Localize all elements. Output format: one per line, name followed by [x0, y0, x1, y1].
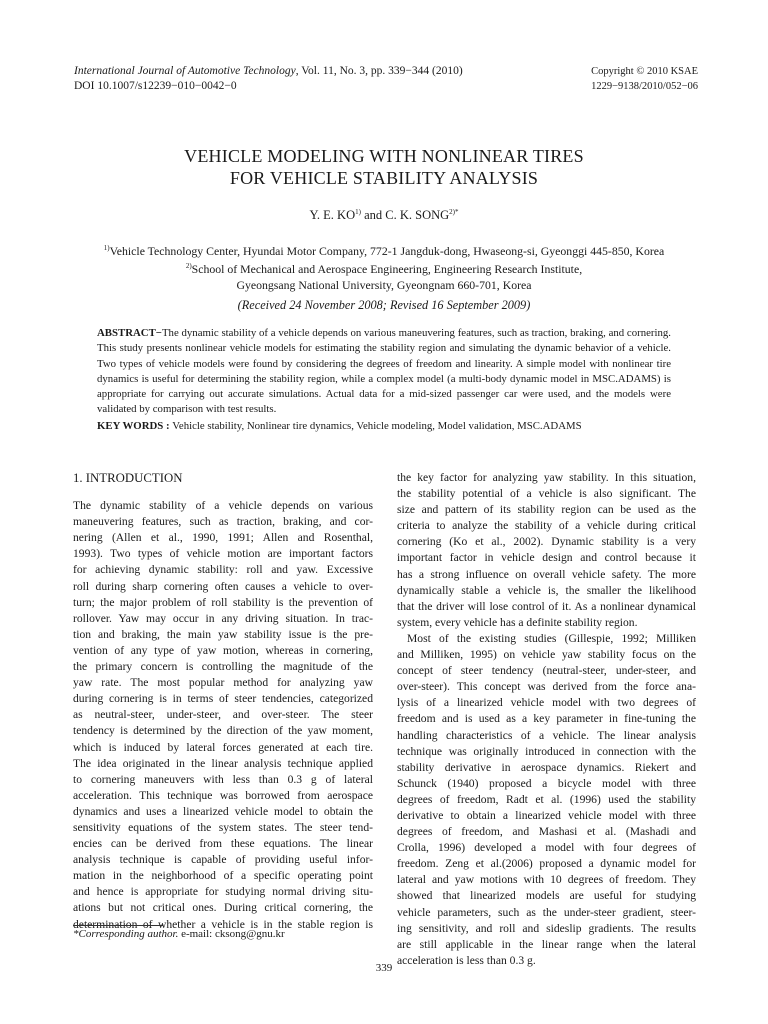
text-line: showed that linearized models are useful for studying: [397, 889, 696, 903]
text-line: the stability potential of a vehicle is also significant. The: [397, 487, 696, 501]
author-2-marker: 2)*: [449, 208, 459, 216]
right-column: [397, 470, 696, 969]
issn: 1229−9138/2010/052−06: [591, 81, 698, 92]
journal-name: International Journal of Automotive Technology: [74, 65, 296, 77]
text-line: dynamically stable a vehicle is, the smaller the likelihood: [397, 583, 696, 597]
text-line: maneuvering features, such as traction, braking, and cor-: [73, 515, 373, 529]
text-line: Crolla, 1996) developed a model with four degrees of: [397, 841, 696, 855]
text-line: during cornering is in terms of steer tendencies, categorized: [73, 692, 373, 706]
text-line: freedom and is used as a key parameter in fine-tuning the: [397, 712, 696, 726]
text-line: Most of the existing studies (Gillespie, 1992; Milliken: [407, 631, 696, 645]
text-line: technique was originally introduced in connection with the: [397, 744, 696, 758]
keywords-label: KEY WORDS :: [97, 420, 173, 432]
text-line: degrees of freedom, and Mashasi et al. (Mashadi and: [397, 825, 696, 839]
paper-title: [60, 145, 708, 189]
text-line: freedom. Zeng et al.(2006) proposed a dynamic model for: [397, 857, 696, 871]
affil-1: Vehicle Technology Center, Hyundai Motor Company, 772-1 Jangduk-dong, Hwaseong-si, Gyeonggi 445-850, Korea: [109, 243, 665, 258]
text-line: sensitivity equations of the system states. The steer tend-: [73, 820, 373, 834]
copyright: Copyright © 2010 KSAE: [591, 66, 698, 77]
text-line: criteria to analyze the stability of a vehicle during critical: [397, 519, 696, 533]
title-line-2: FOR VEHICLE STABILITY ANALYSIS: [229, 168, 539, 188]
text-line: acceleration. This technique was borrowed from aerospace: [73, 788, 373, 802]
page-number: 339: [375, 962, 393, 974]
abstract: [97, 326, 671, 418]
text-line: over-steer). This concept was derived from the force ana-: [397, 680, 696, 694]
text-line: are still applicable in the linear range when the lateral: [397, 937, 696, 951]
affil-1-marker: 1): [103, 244, 110, 252]
text-line: lateral and yaw motions with 10 degrees of freedom. They: [397, 873, 696, 887]
text-line: to cornering maneuvers with less than 0.3 g of lateral: [73, 772, 373, 786]
text-line: as neutral-steer, under-steer, and over-steer. The steer: [73, 708, 373, 722]
text-line: cornering (Ko et al., 2002). Dynamic stability is a very: [397, 535, 696, 549]
text-line: ations but not critical ones. During critical cornering, the: [73, 901, 373, 915]
doi: DOI 10.1007/s12239−010−0042−0: [74, 80, 237, 92]
abstract-text: The dynamic stability of a vehicle depends on various maneuvering features, such as traction, braking, and cornering. This study presents nonlinear vehicle models for estimating the stability region and simulating the dynamic behavior of a vehicle. Two types of vehicle models were found by considering the degrees of freedom and linearity. A simple model with nonlinear tire dynamics is useful for determining the stability region, while a complex model (a multi-body dynamic model in MSC.ADAMS) is appropriate for carrying out accurate simulations. Actual data for a mid-sized passenger car were used, and the models were validated by comparison with test results.: [97, 327, 671, 416]
text-line: dynamics and uses a linearized vehicle model to obtain the: [73, 804, 373, 818]
footnote-rule: [73, 925, 163, 926]
text-line: that the driver will lose control of it. As a nonlinear dynamical: [397, 599, 696, 613]
abstract-label: ABSTRACT−: [97, 327, 162, 339]
text-line: ing sensitivity, and roll and sideslip gradients. The results: [397, 921, 696, 935]
text-line: encies can be derived from these equations. The linear: [73, 837, 373, 851]
affiliations: [60, 241, 708, 293]
text-line: stability derivative in aerospace dynamics. Riekert and: [397, 760, 696, 774]
author-1: Y. E. KO: [309, 208, 356, 223]
affil-2-line-1: School of Mechanical and Aerospace Engineering, Engineering Research Institute,: [191, 262, 583, 277]
text-line: which is induced by lateral forces generated at each tire.: [73, 740, 373, 754]
author-2: C. K. SONG: [385, 208, 450, 223]
text-line: analysis technique is capable of providing useful infor-: [73, 853, 373, 867]
text-line: the key factor for analyzing yaw stability. In this situation,: [397, 471, 696, 484]
text-line: tion and braking, the main yaw stability issue is the pre-: [73, 627, 373, 641]
text-line: and hence is appropriate for studying normal driving situ-: [73, 885, 373, 899]
text-line: nering (Allen et al., 1990, 1991; Allen and Rosenthal,: [73, 531, 373, 545]
footnote-email: e-mail: cksong@gnu.kr: [181, 928, 285, 940]
text-line: system, every vehicle has a definite stability region.: [397, 615, 638, 629]
text-line: roll during sharp cornering often causes a vehicle to over-: [73, 579, 373, 593]
text-line: tendency is determined by the direction of the yaw moment,: [73, 724, 373, 738]
keywords-text: Vehicle stability, Nonlinear tire dynamics, Vehicle modeling, Model validation, MSC.ADAMS: [172, 420, 582, 432]
affil-2-line-2: Gyeongsang National University, Gyeongnam 660-701, Korea: [236, 277, 532, 292]
title-line-1: VEHICLE MODELING WITH NONLINEAR TIRES: [184, 146, 584, 166]
text-line: has a strong influence on overall vehicle safety. The more: [397, 567, 696, 581]
journal-citation: [74, 64, 463, 94]
footnote-label: *Corresponding author.: [73, 928, 182, 940]
text-line: important factor in vehicle design and control because it: [397, 551, 696, 565]
text-line: determination of whether a vehicle is in the stable region is: [73, 917, 373, 931]
text-line: The dynamic stability of a vehicle depends on various: [73, 499, 373, 513]
copyright-block: [591, 64, 698, 94]
text-line: concept of steer tendency (neutral-steer, under-steer, and: [397, 664, 696, 678]
keywords: [97, 420, 677, 432]
section-heading: 1. INTRODUCTION: [73, 471, 183, 485]
text-line: mation in the neighborhood of a specific operating point: [73, 869, 373, 883]
left-column: [73, 470, 373, 933]
text-line: handling characteristics of a vehicle. The linear analysis: [397, 728, 696, 742]
footnote: [73, 928, 285, 940]
text-line: degrees of freedom, Radt et al. (1996) used the stability: [397, 792, 696, 806]
author-list: [0, 208, 768, 223]
text-line: vention of any type of yaw motion, whereas in cornering,: [73, 643, 373, 657]
affil-2-marker: 2): [185, 262, 192, 271]
text-line: for achieving dynamic stability: roll and yaw. Excessive: [73, 563, 373, 577]
text-line: Schunck (1940) proposed a bicycle model with three: [397, 776, 696, 790]
text-line: rollover. Yaw may occur in any driving situation. In trac-: [73, 611, 373, 625]
author-1-marker: 1): [355, 208, 361, 216]
text-line: The idea originated in the linear analysis technique applied: [73, 756, 373, 770]
text-line: size and pattern of its stability region can be used as the: [397, 503, 696, 517]
text-line: vehicle parameters, such as the under-steer gradient, steer-: [397, 905, 696, 919]
author-conjunction: and: [360, 208, 386, 223]
text-line: 1993). Two types of vehicle motion are important factors: [73, 547, 373, 561]
text-line: yaw rate. The most popular method for analyzing yaw: [73, 676, 373, 690]
text-line: turn; the major problem of roll stability is the prevention of: [73, 595, 373, 609]
text-line: derivative to obtain a linearized vehicle model with three: [397, 808, 696, 822]
text-line: acceleration is less than 0.3 g.: [397, 953, 536, 967]
text-line: and Milliken, 1995) on vehicle yaw stability focus on the: [397, 648, 696, 662]
text-line: the primary concern is controlling the magnitude of the: [73, 660, 373, 674]
text-line: lysis of a linearized vehicle model with two degrees of: [397, 696, 696, 710]
journal-volume: , Vol. 11, No. 3, pp. 339−344 (2010): [295, 65, 463, 77]
received-dates: (Received 24 November 2008; Revised 16 September 2009): [237, 298, 531, 312]
